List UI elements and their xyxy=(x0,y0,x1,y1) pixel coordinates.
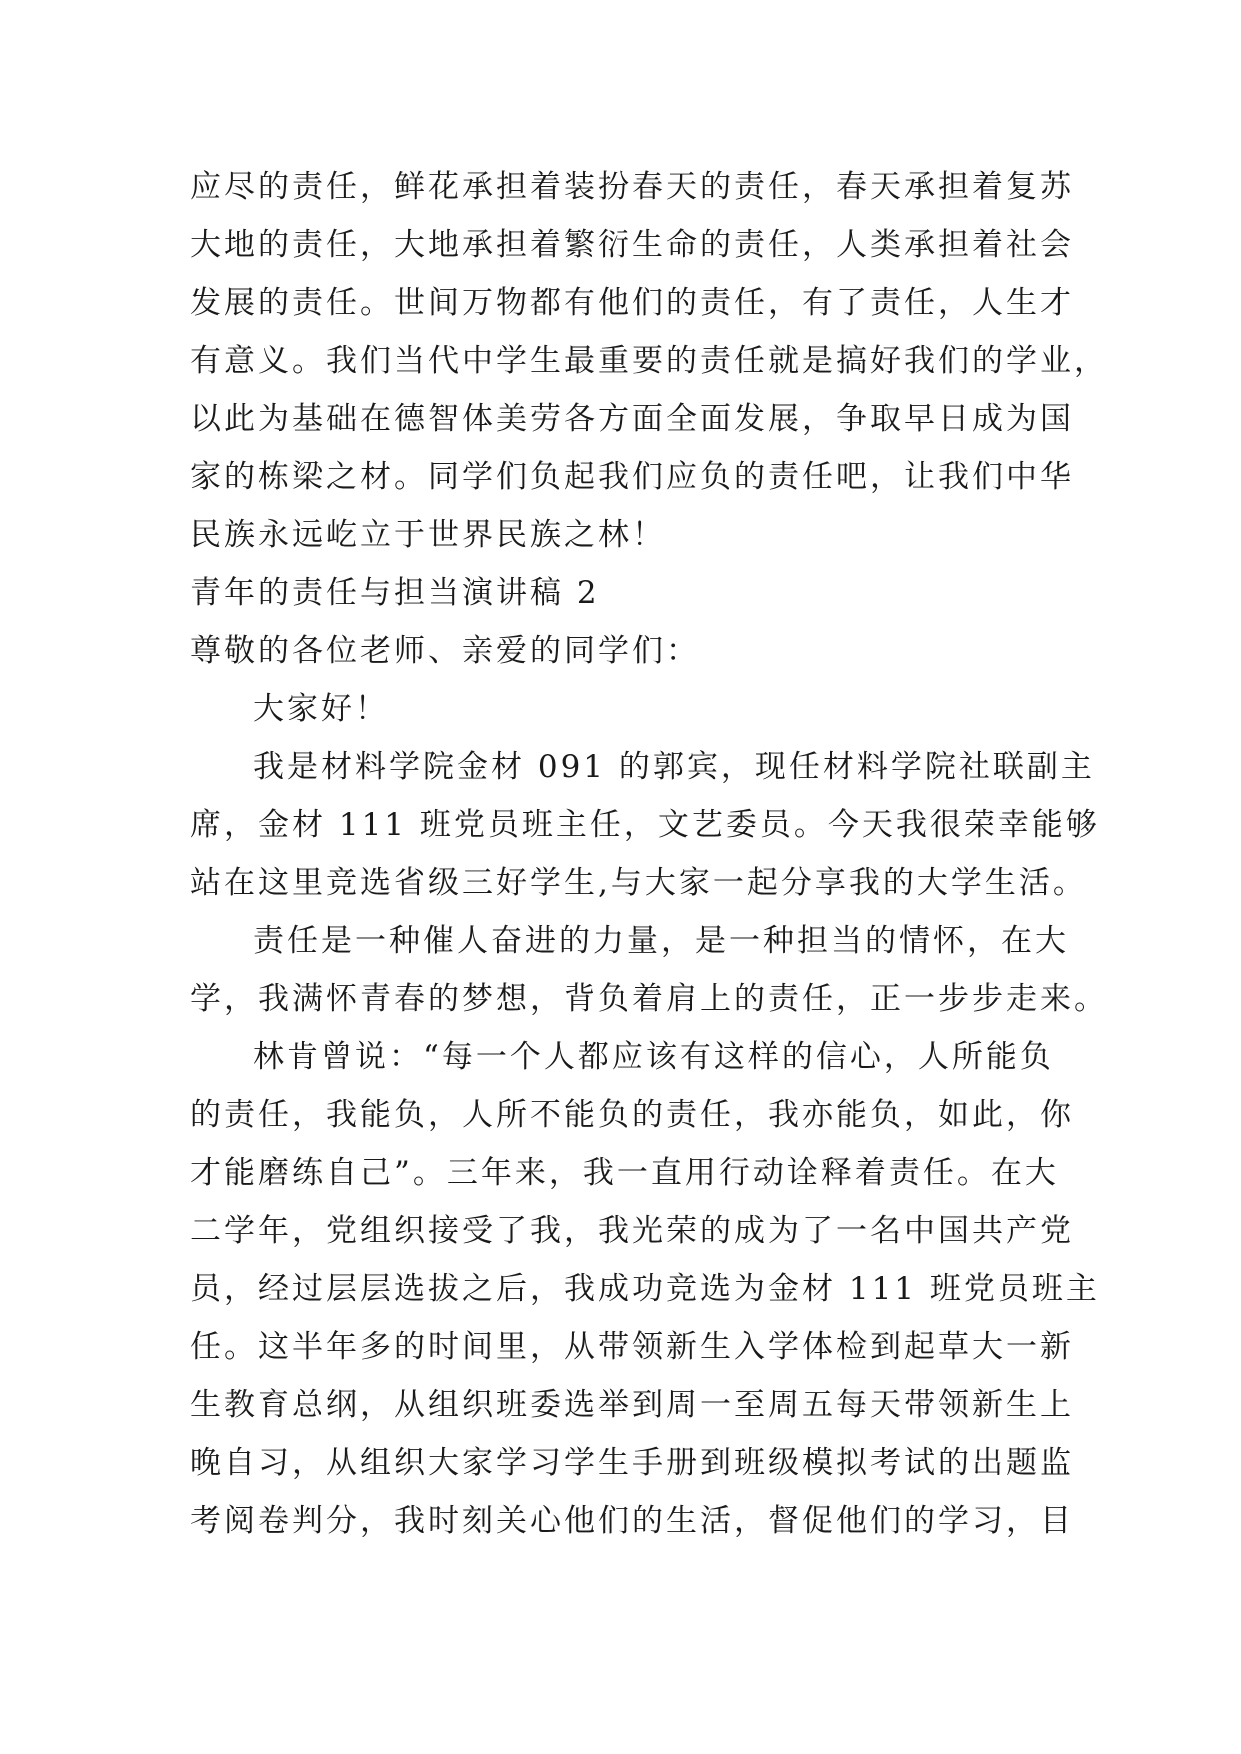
paragraph-line: 我是材料学院金材 091 的郭宾，现任材料学院社联副主 xyxy=(253,749,1095,785)
paragraph-line: 发展的责任。世间万物都有他们的责任，有了责任，人生才 xyxy=(190,285,1074,321)
paragraph-line: 的责任，我能负，人所不能负的责任，我亦能负，如此，你 xyxy=(190,1097,1074,1133)
paragraph-line: 责任是一种催人奋进的力量，是一种担当的情怀，在大 xyxy=(253,923,1069,959)
section-heading: 青年的责任与担当演讲稿 2 xyxy=(190,575,600,611)
paragraph-line: 民族永远屹立于世界民族之林！ xyxy=(190,517,666,553)
paragraph-line: 员，经过层层选拔之后，我成功竞选为金材 111 班党员班主 xyxy=(190,1271,1100,1307)
paragraph-line: 二学年，党组织接受了我，我光荣的成为了一名中国共产党 xyxy=(190,1213,1074,1249)
paragraph-line: 家的栋梁之材。同学们负起我们应负的责任吧，让我们中华 xyxy=(190,459,1074,495)
paragraph-line: 才能磨练自己”。三年来，我一直用行动诠释着责任。在大 xyxy=(190,1155,1059,1191)
paragraph-line: 林肯曾说：“每一个人都应该有这样的信心，人所能负 xyxy=(253,1039,1054,1075)
greeting: 大家好！ xyxy=(253,691,389,727)
paragraph-line: 大地的责任，大地承担着繁衍生命的责任，人类承担着社会 xyxy=(190,227,1074,263)
paragraph-line: 学，我满怀青春的梦想，背负着肩上的责任，正一步步走来。 xyxy=(190,981,1108,1017)
salutation: 尊敬的各位老师、亲爱的同学们： xyxy=(190,633,700,669)
paragraph-line: 考阅卷判分，我时刻关心他们的生活，督促他们的学习，目 xyxy=(190,1503,1074,1539)
paragraph-line: 站在这里竞选省级三好学生,与大家一起分享我的大学生活。 xyxy=(190,865,1087,901)
paragraph-line: 生教育总纲，从组织班委选举到周一至周五每天带领新生上 xyxy=(190,1387,1074,1423)
paragraph-line: 应尽的责任，鲜花承担着装扮春天的责任，春天承担着复苏 xyxy=(190,169,1074,205)
paragraph-line: 晚自习，从组织大家学习学生手册到班级模拟考试的出题监 xyxy=(190,1445,1074,1481)
paragraph-line: 任。这半年多的时间里，从带领新生入学体检到起草大一新 xyxy=(190,1329,1074,1365)
paragraph-line: 席，金材 111 班党员班主任，文艺委员。今天我很荣幸能够 xyxy=(190,807,1100,843)
paragraph-line: 有意义。我们当代中学生最重要的责任就是搞好我们的学业， xyxy=(190,343,1108,379)
paragraph-line: 以此为基础在德智体美劳各方面全面发展，争取早日成为国 xyxy=(190,401,1074,437)
